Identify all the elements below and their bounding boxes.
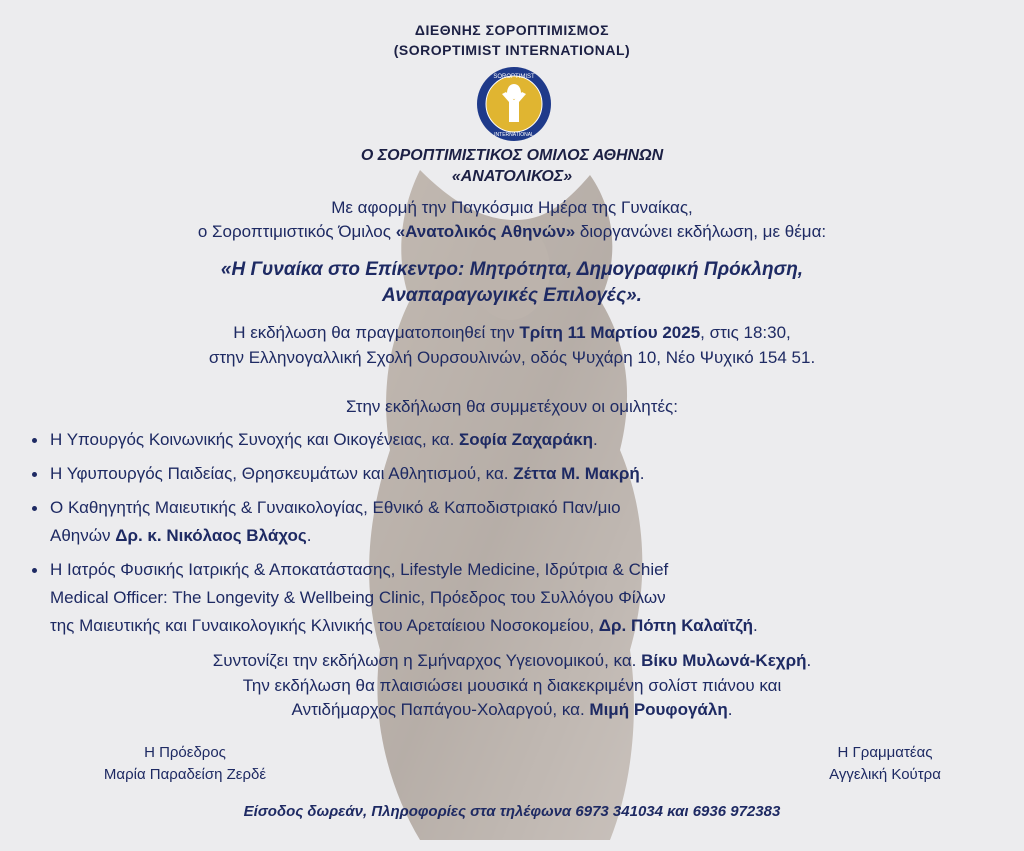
signature-president <box>70 742 300 786</box>
music-line: Την εκδήλωση θα πλαισιώσει μουσικά η διακεκριμένη σολίστ πιάνου και <box>242 676 782 695</box>
event-location: στην Ελληνογαλλική Σχολή Ουρσουλινών, οδός Ψυχάρη 10, Νέο Ψυχικό 154 51. <box>208 348 816 367</box>
pianist-line <box>0 700 1024 720</box>
speaker-name: Ζέττα Μ. Μακρή <box>513 464 640 483</box>
speaker-post: . <box>639 464 645 483</box>
speaker-role: Η Ιατρός Φυσικής Ιατρικής & Αποκατάστασης, Lifestyle Medicine, Ιδρύτρια & Chief <box>50 560 669 579</box>
intro-line-2-post: διοργανώνει εκδήλωση, με θέμα: <box>575 222 827 241</box>
pianist-post: . <box>727 700 733 719</box>
pianist-pre: Αντιδήμαρχος Παπάγου-Χολαργού, κα. <box>291 700 590 719</box>
president-name: Μαρία Παραδείση Ζερδέ <box>103 766 267 783</box>
event-date-post: , στις 18:30, <box>700 323 791 342</box>
intro-line-1: Με αφορμή την Παγκόσμια Ημέρα της Γυναίκας, <box>331 198 693 217</box>
club-name: Ο ΣΟΡΟΠΤΙΜΙΣΤΙΚΟΣ ΟΜΙΛΟΣ ΑΘΗΝΩΝ <box>360 147 664 164</box>
club-name-inline: «Ανατολικός Αθηνών» <box>395 222 576 241</box>
event-theme-line-2: Αναπαραγωγικές Επιλογές». <box>382 285 642 306</box>
logo-text-bottom: INTERNATIONAL <box>494 132 534 138</box>
intro-line-2 <box>0 222 1024 242</box>
soroptimist-logo <box>476 66 552 142</box>
event-date-line <box>0 323 1024 343</box>
secretary-name: Αγγελική Κούτρα <box>829 766 941 783</box>
footer-info: Είσοδος δωρεάν, Πληροφορίες στα τηλέφωνα 6973 341034 και 6936 972383 <box>243 803 781 820</box>
speakers-heading: Στην εκδήλωση θα συμμετέχουν οι ομιλητές: <box>346 397 678 416</box>
speaker-role: Ο Καθηγητής Μαιευτικής & Γυναικολογίας, Εθνικό & Καποδιστριακό Παν/μιο <box>50 498 621 517</box>
pianist-name: Μιμή Ρουφογάλη <box>589 700 728 719</box>
speaker-post: . <box>306 526 312 545</box>
president-title: Η Πρόεδρος <box>144 744 226 761</box>
secretary-title: Η Γραμματέας <box>837 744 933 761</box>
speakers-list <box>30 426 1010 640</box>
speaker-role-cont: της Μαιευτικής και Γυναικολογικής Κλινικής του Αρεταίειου Νοσοκομείου, <box>50 616 599 635</box>
speaker-post: . <box>752 616 758 635</box>
speaker-name: Σοφία Ζαχαράκη <box>459 430 593 449</box>
logo-text-top: SOROPTIMIST <box>493 74 535 80</box>
speaker-role-cont: Αθηνών <box>50 526 116 545</box>
speaker-role-cont: Medical Officer: The Longevity & Wellbeing Clinic, Πρόεδρος του Συλλόγου Φίλων <box>50 588 666 607</box>
moderator-pre: Συντονίζει την εκδήλωση η Σμήναρχος Υγειονομικού, κα. <box>212 651 642 670</box>
speaker-role: Η Υφυπουργός Παιδείας, Θρησκευμάτων και Αθλητισμού, κα. <box>50 464 514 483</box>
moderator-line <box>0 651 1024 671</box>
signature-secretary <box>770 742 1000 786</box>
list-item <box>30 460 1010 488</box>
moderator-post: . <box>806 651 812 670</box>
list-item <box>30 426 1010 454</box>
club-subtitle: «ΑΝΑΤΟΛΙΚΟΣ» <box>451 168 573 185</box>
intro-line-2-pre: ο Σοροπτιμιστικός Όμιλος <box>197 222 396 241</box>
speaker-name: Δρ. Πόπη Καλαϊτζή <box>598 616 753 635</box>
event-theme-line-1: «Η Γυναίκα στο Επίκεντρο: Μητρότητα, Δημογραφική Πρόκληση, <box>220 259 804 280</box>
moderator-name: Βίκυ Μυλωνά-Κεχρή <box>641 651 807 670</box>
org-name-greek: ΔΙΕΘΝΗΣ ΣΟΡΟΠΤΙΜΙΣΜΟΣ <box>414 22 610 38</box>
list-item <box>30 556 1010 640</box>
event-date: Τρίτη 11 Μαρτίου 2025 <box>519 323 701 342</box>
event-date-pre: Η εκδήλωση θα πραγματοποιηθεί την <box>233 323 520 342</box>
org-name-english: (SOROPTIMIST INTERNATIONAL) <box>393 42 631 58</box>
list-item <box>30 494 1010 550</box>
speaker-post: . <box>592 430 598 449</box>
speaker-role: Η Υπουργός Κοινωνικής Συνοχής και Οικογένειας, κα. <box>50 430 460 449</box>
speaker-name: Δρ. κ. Νικόλαος Βλάχος <box>115 526 307 545</box>
